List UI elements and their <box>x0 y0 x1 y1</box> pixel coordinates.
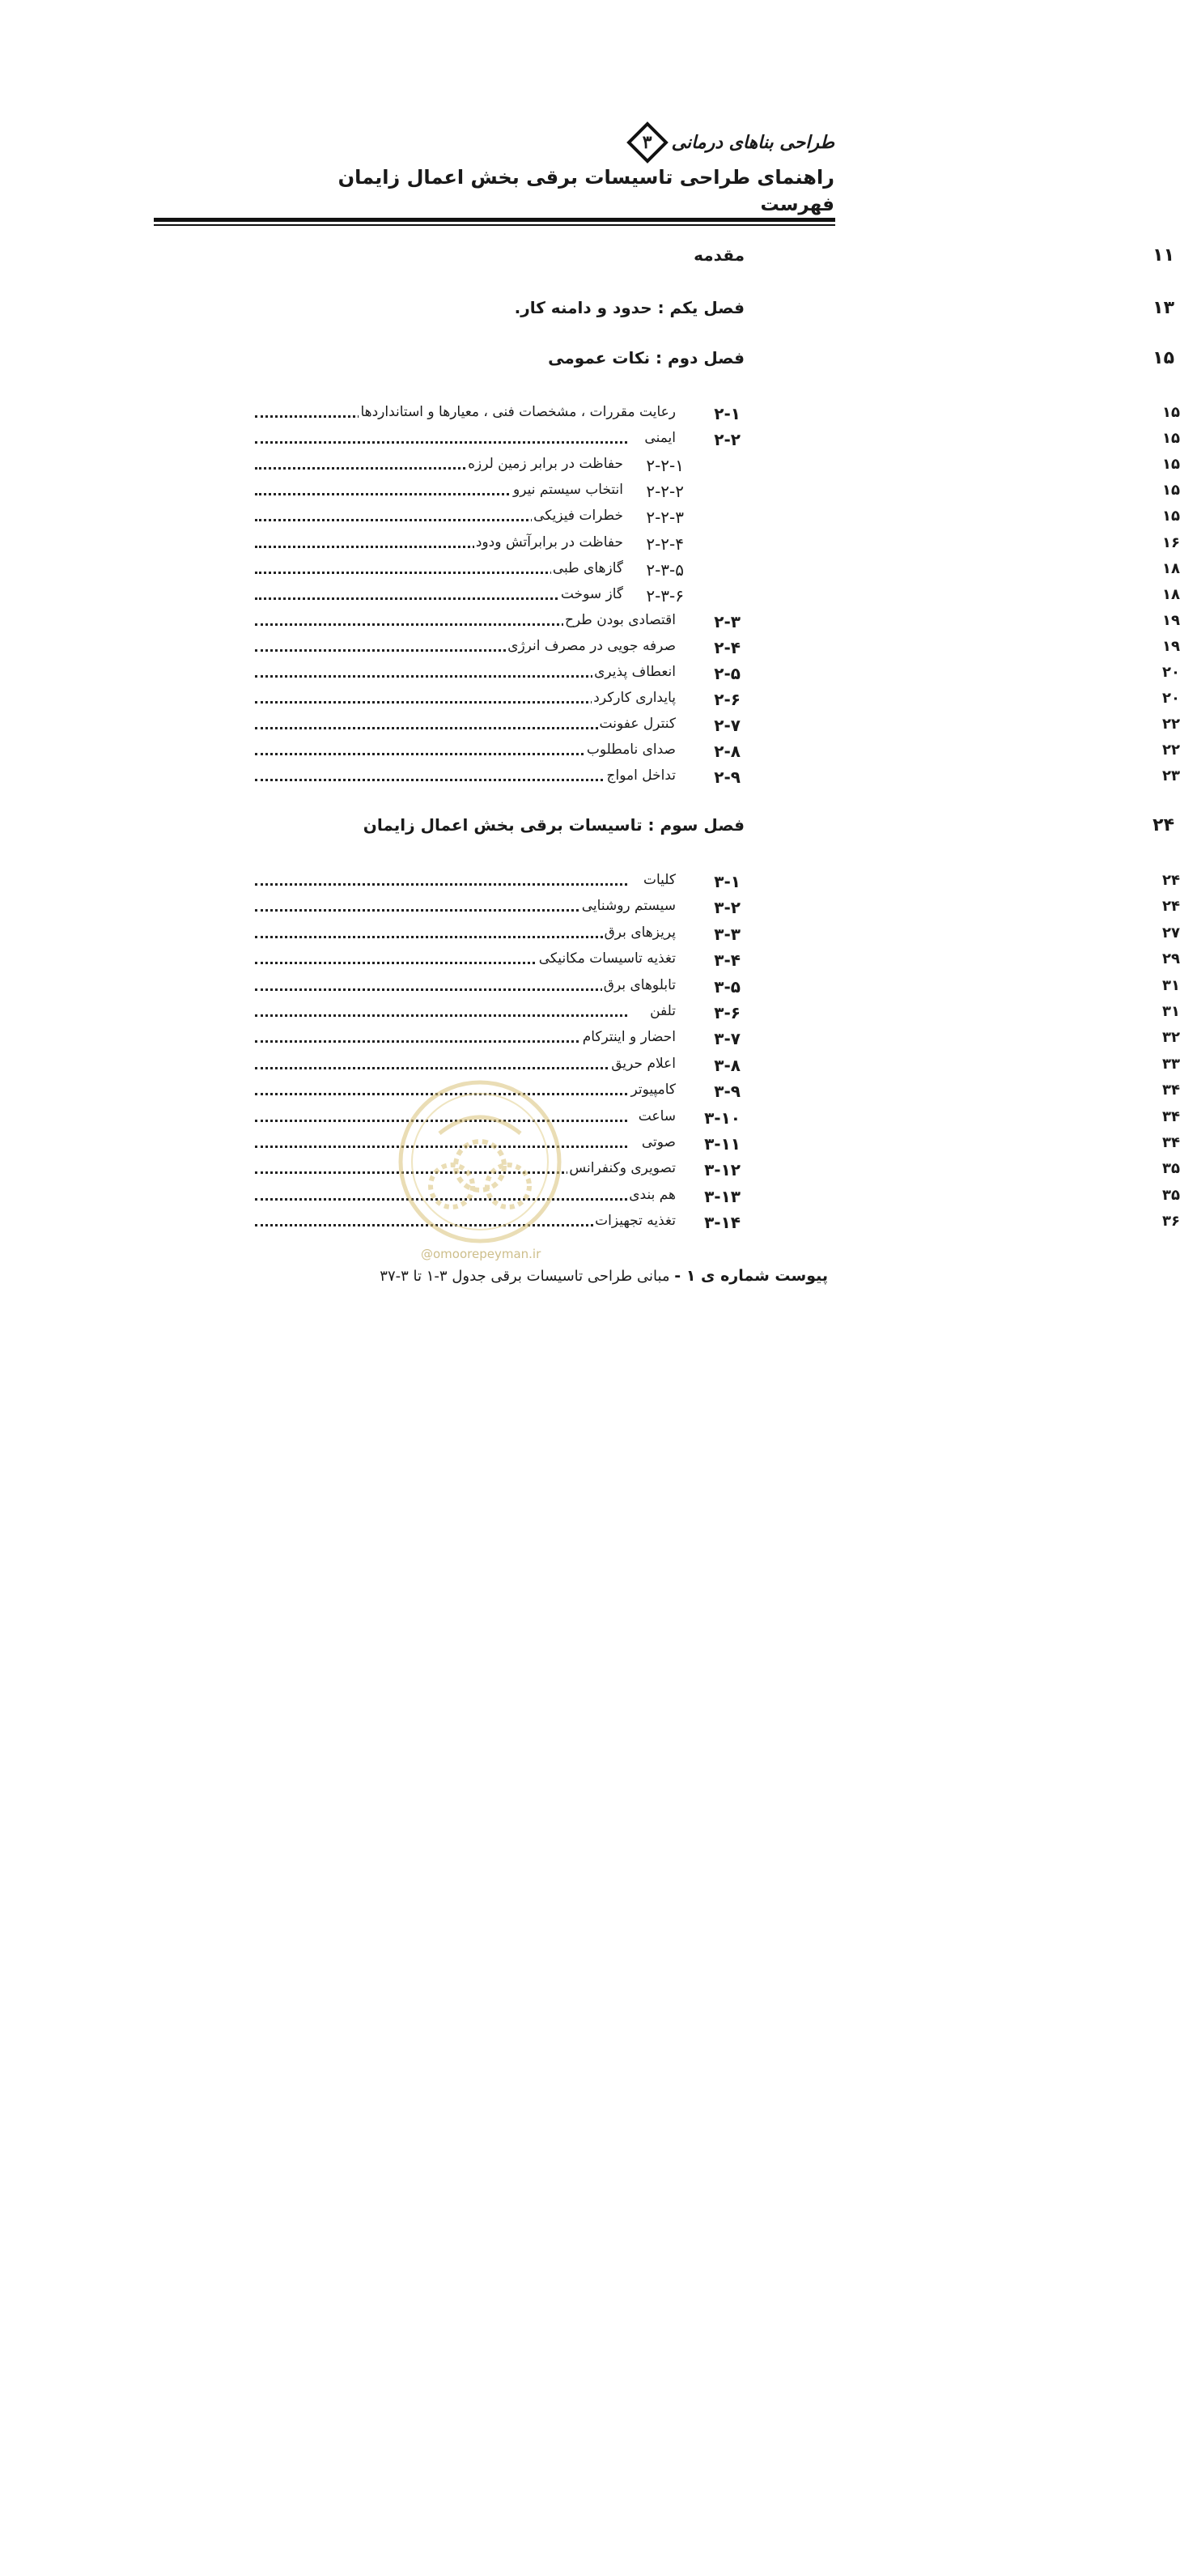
section-number: ۳-۱۴ <box>704 1213 741 1233</box>
toc-entry <box>206 456 1180 480</box>
toc-entry <box>206 924 1180 949</box>
section-number: ۲-۲-۱ <box>646 456 684 476</box>
toc-entry <box>206 690 1180 714</box>
section-page: ۲۲ <box>1162 742 1180 759</box>
section-title: ساعت <box>638 1107 676 1124</box>
toc-entry <box>206 976 1180 1001</box>
section-page: ۱۵ <box>1162 430 1180 448</box>
section-page: ۲۳ <box>1162 767 1180 785</box>
chapter-page: ۱۳ <box>1152 298 1174 318</box>
section-number: ۳-۸ <box>714 1055 741 1075</box>
section-page: ۳۱ <box>1162 976 1180 994</box>
chapter-1 <box>202 298 1174 325</box>
section-page: ۱۵ <box>1162 456 1180 474</box>
section-title: تغذیه تجهیزات <box>595 1213 676 1230</box>
chapter-title: فصل یکم : حدود و دامنه کار. <box>514 298 745 317</box>
toc-entry <box>206 716 1180 740</box>
section-number: ۲-۱ <box>714 404 741 423</box>
section-title: گازهای طبی <box>552 559 623 576</box>
section-page: ۳۲ <box>1162 1029 1180 1047</box>
toc-entry <box>206 559 1180 584</box>
chapter-title: فصل دوم : نکات عمومی <box>548 348 745 368</box>
series-title-text: طراحی بناهای درمانی <box>671 132 834 153</box>
section-page: ۳۴ <box>1162 1107 1180 1125</box>
toc-entry <box>206 430 1180 454</box>
section-title: احضار و اینترکام <box>582 1029 676 1046</box>
toc-entry <box>206 482 1180 506</box>
section-title: رعایت مقررات ، مشخصات فنی ، معیارها و استانداردها <box>360 404 676 420</box>
section-page: ۱۹ <box>1162 637 1180 655</box>
section-title: صرفه جویی در مصرف انرژی <box>507 637 676 654</box>
chapter-title: مقدمه <box>694 245 745 265</box>
section-title: حفاظت در برابرآتش ودود <box>475 533 623 550</box>
section-page: ۲۷ <box>1162 924 1180 942</box>
section-number: ۳-۶ <box>714 1003 741 1022</box>
section-page: ۳۵ <box>1162 1186 1180 1204</box>
series-number: ۳ <box>642 132 652 153</box>
section-title: صوتی <box>641 1134 676 1150</box>
section-page: ۳۱ <box>1162 1003 1180 1020</box>
section-number: ۲-۲ <box>714 430 741 450</box>
section-number: ۲-۷ <box>714 716 741 736</box>
section-number: ۳-۲ <box>714 898 741 918</box>
section-page: ۲۰ <box>1162 664 1180 681</box>
toc-entry <box>206 742 1180 766</box>
chapter-title: فصل سوم : تاسیسات برقی بخش اعمال زایمان <box>363 815 745 835</box>
document-subtitle: راهنمای طراحی تاسیسات برقی بخش اعمال زایمان <box>337 166 834 189</box>
section-number: ۲-۹ <box>714 767 741 788</box>
section-title: حفاظت در برابر زمین لرزه <box>468 456 623 473</box>
section-title: تداخل امواج <box>606 767 676 784</box>
section-number: ۳-۱۱ <box>704 1134 741 1154</box>
section-number: ۳-۳ <box>714 924 741 944</box>
section-title: تغذیه تاسیسات مکانیکی <box>538 950 676 967</box>
section-page: ۳۶ <box>1162 1213 1180 1231</box>
toc-entry <box>206 585 1180 610</box>
section-number: ۲-۳-۵ <box>646 559 684 580</box>
section-title: کامپیوتر <box>630 1082 676 1099</box>
section-page: ۲۹ <box>1162 950 1180 968</box>
section-title: گاز سوخت <box>560 585 623 602</box>
section-page: ۲۲ <box>1162 716 1180 733</box>
header-rule-thin <box>154 224 835 226</box>
chapter-intro <box>202 245 1174 273</box>
toc-entry <box>206 767 1180 792</box>
section-title: کلیات <box>643 872 676 888</box>
toc-entry <box>206 1003 1180 1027</box>
toc-entry <box>206 637 1180 662</box>
section-page: ۱۵ <box>1162 508 1180 525</box>
section-page: ۱۹ <box>1162 611 1180 629</box>
section-number: ۳-۹ <box>714 1082 741 1102</box>
chapter-3 <box>202 815 1174 843</box>
section-title: تلفن <box>650 1003 676 1019</box>
section-page: ۳۳ <box>1162 1055 1180 1073</box>
toc-heading: فهرست <box>760 194 834 215</box>
section-number: ۲-۲-۴ <box>646 533 684 554</box>
section-page: ۲۴ <box>1162 872 1180 889</box>
section-number: ۲-۳-۶ <box>646 585 684 606</box>
chapter-page: ۲۴ <box>1152 815 1174 835</box>
series-title <box>626 121 834 164</box>
toc-entry <box>206 533 1180 559</box>
section-title: سیستم روشنایی <box>581 898 676 915</box>
section-number: ۲-۶ <box>714 690 741 710</box>
section-page: ۳۴ <box>1162 1082 1180 1099</box>
section-title: ایمنی <box>644 430 676 447</box>
appendix-lead: پیوست شماره ی ۱ - <box>674 1267 828 1285</box>
chapter-page: ۱۵ <box>1152 348 1174 368</box>
section-title: تصویری وکنفرانس <box>569 1160 676 1177</box>
section-title: کنترل عفونت <box>599 716 676 733</box>
chapter-page: ۱۱ <box>1152 245 1174 266</box>
section-title: هم بندی <box>629 1186 676 1203</box>
toc-entry <box>206 664 1180 688</box>
section-number: ۳-۷ <box>714 1029 741 1049</box>
section-title: اعلام حریق <box>611 1055 676 1072</box>
section-title: تابلوهای برق <box>603 976 676 993</box>
section-page: ۱۸ <box>1162 559 1180 577</box>
section-page: ۳۵ <box>1162 1160 1180 1178</box>
section-number: ۲-۴ <box>714 637 741 657</box>
toc-entry <box>206 404 1180 428</box>
section-page: ۲۴ <box>1162 898 1180 916</box>
section-number: ۳-۱۲ <box>704 1160 741 1180</box>
section-title: پریزهای برق <box>604 924 676 941</box>
section-title: پایداری کارکرد <box>593 690 676 707</box>
toc-entry <box>206 611 1180 636</box>
section-number: ۳-۴ <box>714 950 741 971</box>
section-title: اقتصادی بودن طرح <box>564 611 676 628</box>
section-title: انعطاف پذیری <box>594 664 676 680</box>
section-number: ۳-۱۰ <box>704 1107 741 1128</box>
section-number: ۳-۱ <box>714 872 741 891</box>
section-number: ۳-۵ <box>714 976 741 997</box>
toc-entry <box>206 950 1180 975</box>
section-page: ۲۰ <box>1162 690 1180 708</box>
watermark-text: @omoorepeyman.ir <box>421 1247 541 1261</box>
header-rule-thick <box>154 218 835 222</box>
section-number: ۲-۵ <box>714 664 741 683</box>
toc-entry <box>206 872 1180 896</box>
section-number: ۲-۳ <box>714 611 741 631</box>
toc-entry <box>206 1029 1180 1053</box>
section-title: صدای نامطلوب <box>586 742 676 759</box>
section-number: ۲-۲-۲ <box>646 482 684 502</box>
section-page: ۱۸ <box>1162 585 1180 603</box>
section-page: ۱۵ <box>1162 404 1180 421</box>
section-page: ۱۵ <box>1162 482 1180 499</box>
section-page: ۳۴ <box>1162 1134 1180 1151</box>
toc-entry <box>206 508 1180 532</box>
appendix-line <box>380 1267 828 1285</box>
section-number: ۲-۲-۳ <box>646 508 684 528</box>
section-page: ۱۶ <box>1162 533 1180 551</box>
section-number: ۲-۸ <box>714 742 741 762</box>
appendix-text: مبانی طراحی تاسیسات برقی جدول ۳-۱ تا ۳-۳۷ <box>380 1268 670 1285</box>
section-title: انتخاب سیستم نیرو <box>513 482 623 499</box>
watermark-seal-icon <box>395 1077 565 1247</box>
section-number: ۳-۱۳ <box>704 1186 741 1206</box>
chapter-2 <box>202 348 1174 376</box>
toc-entry <box>206 898 1180 922</box>
section-title: خطرات فیزیکی <box>533 508 623 525</box>
series-number-badge <box>626 121 669 164</box>
